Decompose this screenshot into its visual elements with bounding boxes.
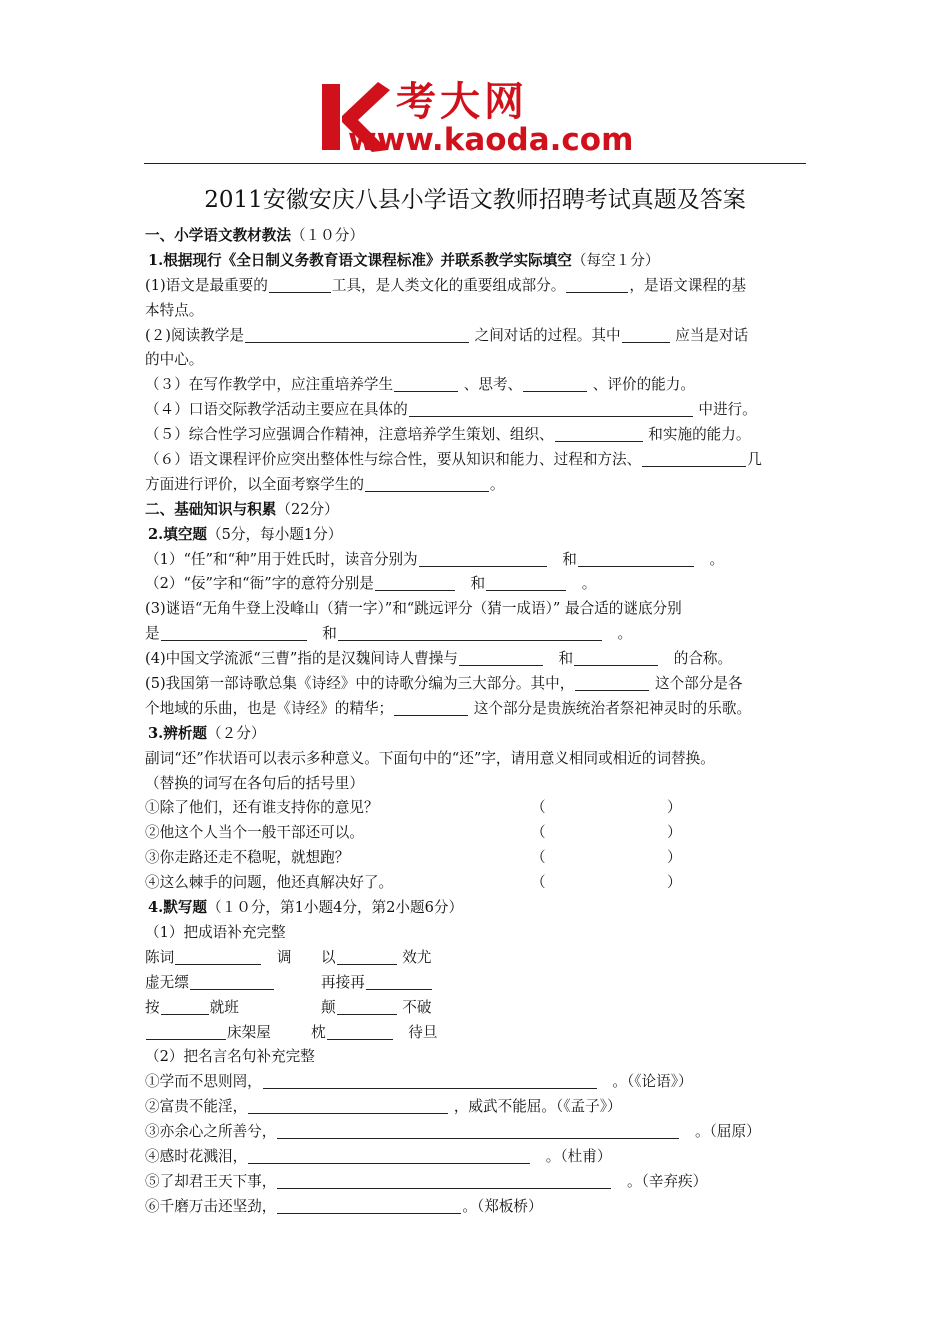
text: ⑥千磨万击还坚劲， xyxy=(145,1197,277,1215)
text: 副词“还”作状语可以表示多种意义。下面句中的“还”字，请用意义相同或相近的词替换。 xyxy=(145,749,715,767)
text: 和 xyxy=(322,625,337,643)
q3-instruction-cont xyxy=(145,772,811,797)
answer-blank[interactable] xyxy=(365,476,489,492)
text: ③你走路还走不稳呢，就想跑？ xyxy=(145,849,350,867)
paren-open: （ xyxy=(531,799,546,817)
question-2-note: （5分，每小题1分） xyxy=(207,525,343,543)
q1-line-6 xyxy=(145,448,811,473)
paren-open: （ xyxy=(531,849,546,867)
paren-open: （ xyxy=(531,874,546,892)
answer-blank[interactable] xyxy=(161,999,209,1015)
q2-line-4 xyxy=(145,647,811,672)
q1-line-2 xyxy=(145,324,811,349)
answer-blank[interactable] xyxy=(146,1024,226,1040)
section-2-title: 二、基础知识与积累 xyxy=(145,500,277,518)
text: (２)阅读教学是 xyxy=(145,326,244,344)
quote-row-1 xyxy=(145,1070,811,1095)
text: 再接再 xyxy=(321,973,365,991)
text: 。 xyxy=(489,475,505,493)
text: 个地域的乐曲，也是《诗经》的精华； xyxy=(145,699,394,717)
text: （2）“佞”字和“衙”字的意符分别是 xyxy=(145,575,374,593)
answer-blank[interactable] xyxy=(459,650,543,666)
header-divider xyxy=(144,163,806,164)
section-2-heading xyxy=(145,498,811,523)
answer-blank[interactable] xyxy=(366,974,432,990)
answer-box[interactable] xyxy=(542,871,662,891)
text: 是 xyxy=(145,625,160,643)
q2-line-3-cont xyxy=(145,622,811,647)
question-4-note: （１０分，第1小题4分，第2小题6分） xyxy=(207,899,464,917)
question-3-title: 3.辨析题 xyxy=(148,724,208,742)
text: 不破 xyxy=(402,998,432,1016)
text: ①除了他们，还有谁支持你的意见？ xyxy=(145,799,379,817)
text: 这个部分是各 xyxy=(654,675,743,693)
text: （1）把成语补充完整 xyxy=(145,923,286,941)
answer-blank[interactable] xyxy=(394,700,468,716)
text: 。（辛弃疾） xyxy=(626,1172,708,1190)
question-2-title: 2.填空题 xyxy=(148,525,208,543)
text: ，威武不能屈。（《孟子》） xyxy=(453,1098,622,1116)
answer-box[interactable] xyxy=(542,796,662,816)
paren-close: ） xyxy=(667,824,682,842)
document-body xyxy=(145,224,811,1220)
logo-url-text: www.kaoda.com xyxy=(348,122,634,158)
text: 床架屋 xyxy=(227,1023,271,1041)
q2-line-5-cont xyxy=(145,697,811,722)
text: 效尤 xyxy=(402,948,432,966)
answer-blank[interactable] xyxy=(248,1148,530,1164)
text: 的中心。 xyxy=(145,351,204,369)
quote-heading xyxy=(145,1045,811,1070)
text: ①学而不思则罔， xyxy=(145,1073,262,1091)
paren-open: （ xyxy=(531,824,546,842)
answer-blank[interactable] xyxy=(248,1098,448,1114)
q2-line-5 xyxy=(145,672,811,697)
answer-blank[interactable] xyxy=(190,974,274,990)
question-4-heading xyxy=(145,896,811,921)
q2-line-1 xyxy=(145,548,811,573)
text: (5)我国第一部诗歌总集《诗经》中的诗歌分编为三大部分。其中， xyxy=(145,675,575,693)
text: 。（杜甫） xyxy=(545,1147,612,1165)
paren-close: ） xyxy=(667,849,682,867)
text: ②富贵不能淫， xyxy=(145,1098,248,1116)
paren-close: ） xyxy=(667,799,682,817)
answer-box[interactable] xyxy=(542,821,662,841)
document-title: 2011安徽安庆八县小学语文教师招聘考试真题及答案 xyxy=(204,187,746,213)
text: (3)谜语“无角牛登上没峰山（猜一字）”和“跳远评分（猜一成语）” 最合适的谜底分别 xyxy=(145,600,682,618)
answer-blank[interactable] xyxy=(175,949,261,965)
text: 调 xyxy=(276,948,292,966)
text: ③亦余心之所善兮， xyxy=(145,1123,277,1141)
question-1-note: （每空１分） xyxy=(571,251,660,269)
text: 的合称。 xyxy=(673,650,733,668)
idiom-heading xyxy=(145,921,811,946)
answer-blank[interactable] xyxy=(622,327,670,343)
text: (4)中国文学流派“三曹”指的是汉魏间诗人曹操与 xyxy=(145,650,458,668)
text: 虚无缥 xyxy=(145,973,189,991)
text: （３）在写作教学中，应注重培养学生 xyxy=(145,376,394,394)
q1-line-3 xyxy=(145,373,811,398)
q1-line-4 xyxy=(145,398,811,423)
answer-blank[interactable] xyxy=(575,675,649,691)
text: 和实施的能力。 xyxy=(648,426,751,444)
q3-item-1 xyxy=(145,796,811,821)
text: ④这么棘手的问题，他还真解决好了。 xyxy=(145,874,394,892)
text: 和 xyxy=(558,650,574,668)
text: 之间对话的过程。其中 xyxy=(474,326,621,344)
question-3-note: （２分） xyxy=(207,724,266,742)
text: 和 xyxy=(470,575,486,593)
answer-blank[interactable] xyxy=(574,650,658,666)
section-1-score: （１０分） xyxy=(290,227,364,244)
answer-blank[interactable] xyxy=(375,575,455,591)
text: 本特点。 xyxy=(145,301,204,319)
text: 颠 xyxy=(321,998,336,1016)
text: 工具，是人类文化的重要组成部分。 xyxy=(331,276,566,294)
text: ，是语文课程的基 xyxy=(629,276,747,294)
idiom-row-4 xyxy=(145,1021,811,1046)
q1-line-6-cont xyxy=(145,473,811,498)
text: 。（郑板桥） xyxy=(462,1197,543,1215)
answer-blank[interactable] xyxy=(555,426,643,442)
question-3-heading xyxy=(145,722,811,747)
question-1-title: 1.根据现行《全日制义务教育语文课程标准》并联系教学实际填空 xyxy=(148,251,572,269)
paren-close: ） xyxy=(667,874,682,892)
text: 应当是对话 xyxy=(675,326,749,344)
answer-blank[interactable] xyxy=(642,451,746,467)
question-2-heading xyxy=(145,523,811,548)
text: 。（《论语》） xyxy=(612,1073,693,1091)
quote-row-3 xyxy=(145,1120,811,1145)
answer-blank[interactable] xyxy=(523,376,587,392)
answer-blank[interactable] xyxy=(277,1198,461,1214)
answer-blank[interactable] xyxy=(161,625,307,641)
question-4-title: 4.默写题 xyxy=(148,899,208,917)
q3-item-2 xyxy=(145,821,811,846)
idiom-row-3 xyxy=(145,996,811,1021)
text: 方面进行评价，以全面考察学生的 xyxy=(145,475,364,493)
answer-blank[interactable] xyxy=(277,1123,679,1139)
q1-line-2-cont xyxy=(145,348,811,373)
question-1-heading xyxy=(145,249,811,274)
answer-blank[interactable] xyxy=(578,551,694,567)
answer-blank[interactable] xyxy=(337,949,397,965)
quote-row-6 xyxy=(145,1195,811,1220)
text: （４）口语交际教学活动主要应在具体的 xyxy=(145,401,408,419)
q1-line-5 xyxy=(145,423,811,448)
text: （替换的词写在各句后的括号里） xyxy=(145,774,364,792)
text: 。（屈原） xyxy=(694,1123,761,1141)
q2-line-2 xyxy=(145,572,811,597)
answer-blank[interactable] xyxy=(409,401,693,417)
text: 中进行。 xyxy=(698,401,757,419)
text: ⑤了却君王天下事， xyxy=(145,1172,277,1190)
quote-row-5 xyxy=(145,1170,811,1195)
q3-item-3 xyxy=(145,846,811,871)
text: 以 xyxy=(321,948,336,966)
answer-blank[interactable] xyxy=(277,1173,611,1189)
text: 这个部分是贵族统治者祭祀神灵时的乐歌。 xyxy=(473,699,752,717)
text: 按 xyxy=(145,998,160,1016)
text: （６）语文课程评价应突出整体性与综合性，要从知识和能力、过程和方法、 xyxy=(145,451,642,469)
text: 待旦 xyxy=(408,1023,438,1041)
q3-item-4 xyxy=(145,871,811,896)
answer-blank[interactable] xyxy=(338,625,602,641)
text: 几 xyxy=(747,451,762,469)
kaoda-logo xyxy=(318,78,638,158)
answer-blank[interactable] xyxy=(327,1024,393,1040)
text: ②他这个人当个一般干部还可以。 xyxy=(145,824,364,842)
answer-blank[interactable] xyxy=(263,1073,597,1089)
answer-blank[interactable] xyxy=(486,575,566,591)
answer-box[interactable] xyxy=(542,846,662,866)
text: 。 xyxy=(617,625,633,643)
answer-blank[interactable] xyxy=(394,376,458,392)
text: （2）把名言名句补充完整 xyxy=(145,1048,315,1066)
text: ④感时花溅泪， xyxy=(145,1147,248,1165)
text: 。 xyxy=(709,550,725,568)
section-1-title: 一、小学语文教材教法 xyxy=(145,227,291,244)
text: 就班 xyxy=(209,998,239,1016)
q1-line-1-cont xyxy=(145,299,811,324)
answer-blank[interactable] xyxy=(566,277,628,293)
text: 。 xyxy=(581,575,597,593)
idiom-row-2 xyxy=(145,971,811,996)
section-2-score: （22分） xyxy=(276,500,339,518)
q3-instruction xyxy=(145,747,811,772)
text: 、评价的能力。 xyxy=(592,376,695,394)
logo-chinese-text: 考大网 xyxy=(396,79,528,125)
text: 陈词 xyxy=(145,948,175,966)
answer-blank[interactable] xyxy=(245,327,469,343)
idiom-row-1 xyxy=(145,946,811,971)
text: 、思考、 xyxy=(463,376,523,394)
q2-line-3 xyxy=(145,597,811,622)
answer-blank[interactable] xyxy=(419,551,547,567)
text: 枕 xyxy=(311,1023,326,1041)
text: （５）综合性学习应强调合作精神，注意培养学生策划、组织、 xyxy=(145,426,554,444)
text: 和 xyxy=(562,550,577,568)
q1-line-1 xyxy=(145,274,811,299)
quote-row-4 xyxy=(145,1145,811,1170)
quote-row-2 xyxy=(145,1095,811,1120)
answer-blank[interactable] xyxy=(269,277,331,293)
answer-blank[interactable] xyxy=(337,999,397,1015)
text: (1)语文是最重要的 xyxy=(145,276,268,294)
text: （1）“任”和“种”用于姓氏时，读音分别为 xyxy=(145,550,418,568)
section-1-heading xyxy=(145,224,811,249)
